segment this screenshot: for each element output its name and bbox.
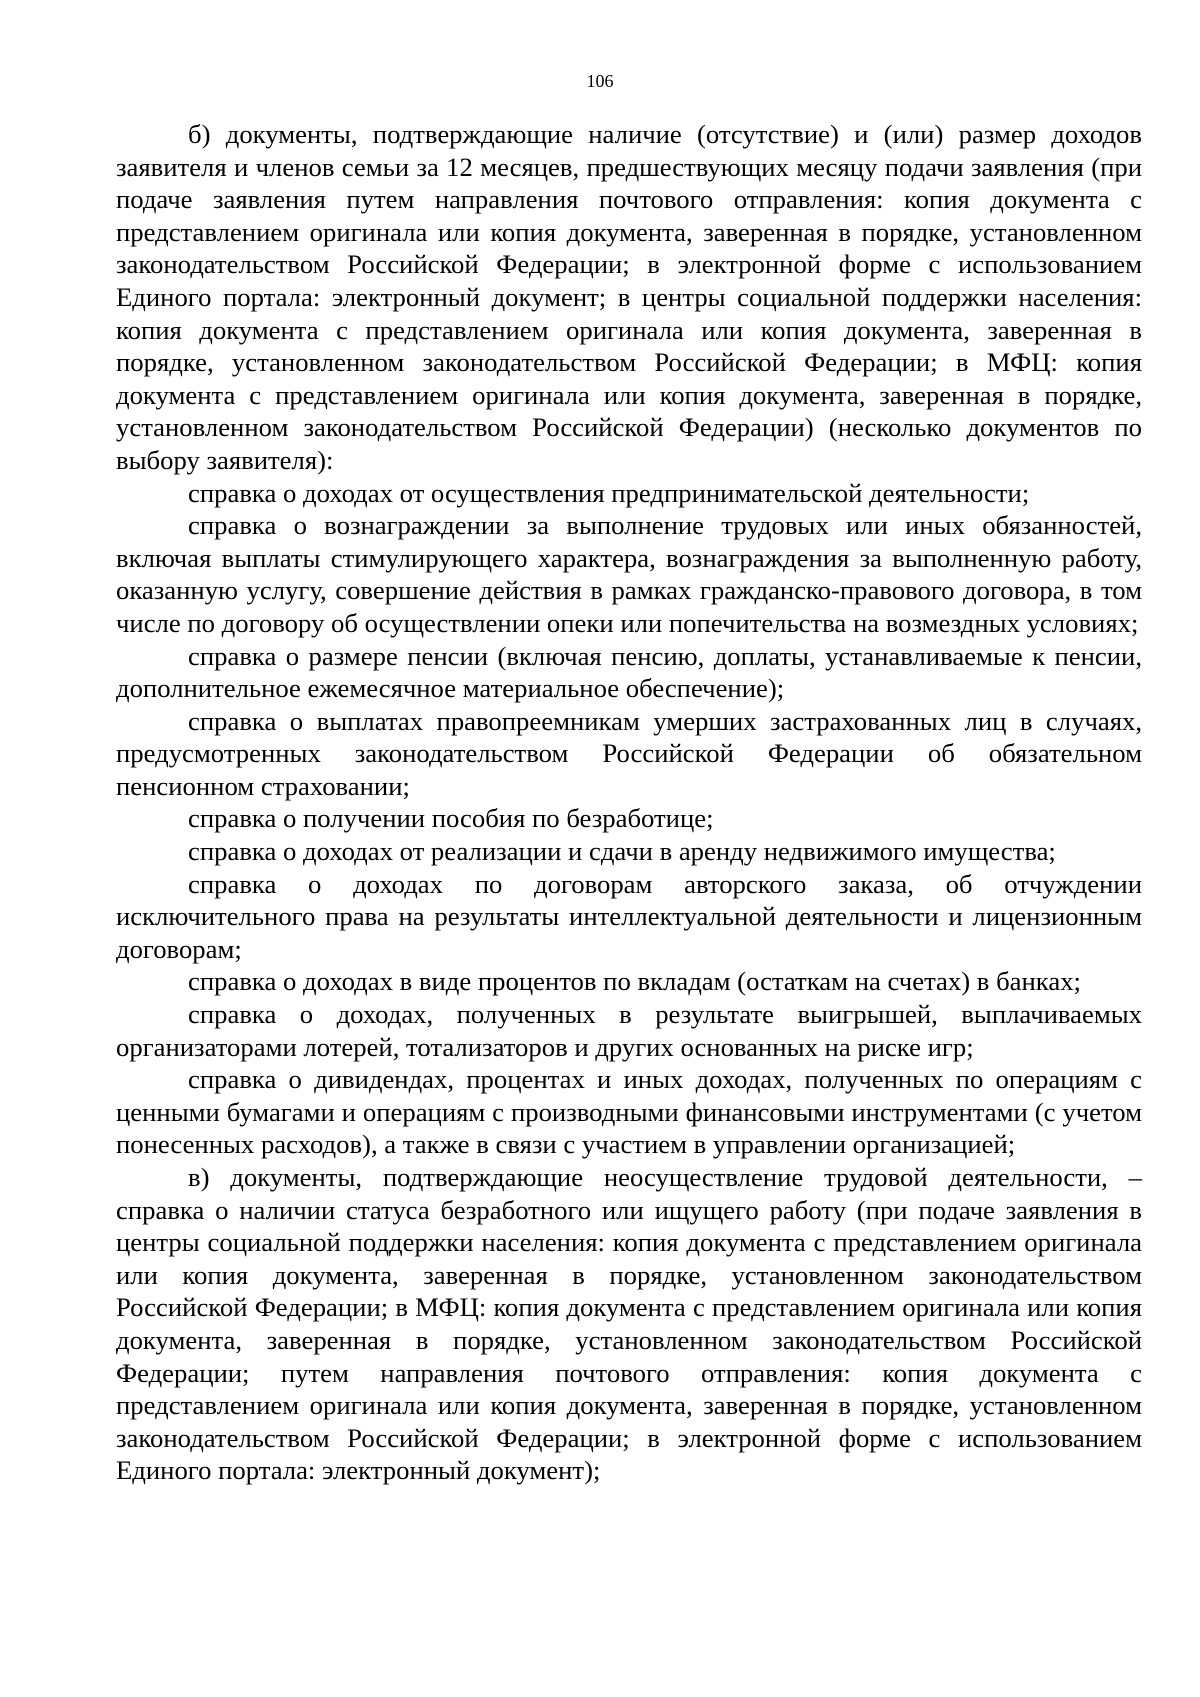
paragraph-income-documents: б) документы, подтверждающие наличие (отсутствие) и (или) размер доходов заявителя и членов семьи за 12 месяцев, предшествующих месяцу подачи заявления (при подаче заявления путем направления почтового отправления: копия документа с представлением оригинала или копия документа, заверенная в порядке, установленном законодательством Российской Федерации; в электронной форме с использованием Единого портала: электронный документ; в центры социальной поддержки населения: копия документа с представлением оригинала или копия документа, заверенная в порядке, установленном законодательством Российской Федерации; в МФЦ: копия документа с представлением оригинала или копия документа, заверенная в порядке, установленном законодательством Российской Федерации) (несколько документов по выбору заявителя): (116, 119, 1142, 475)
document-body (116, 118, 1142, 1487)
paragraph-copyright-income: справка о доходах по договорам авторского заказа, об отчуждении исключительного права на результаты интеллектуальной деятельности и лицензионным договорам; (116, 868, 1142, 964)
paragraph-deposit-interest: справка о доходах в виде процентов по вкладам (остаткам на счетах) в банках; (188, 966, 1081, 997)
paragraph-business-income: справка о доходах от осуществления предпринимательской деятельности; (188, 477, 1030, 508)
page-number: 106 (586, 71, 614, 91)
paragraph-remuneration: справка о вознаграждении за выполнение трудовых или иных обязанностей, включая выплаты стимулирующего характера, вознаграждения за выполненную работу, оказанную услугу, совершение действия в рамках гражданско-правового договора, в том числе по договору об осуществлении опеки или попечительства на возмездных условиях; (116, 510, 1142, 638)
paragraph-real-estate-income: справка о доходах от реализации и сдачи в аренду недвижимого имущества; (188, 836, 1056, 867)
paragraph-winnings: справка о доходах, полученных в результате выигрышей, выплачиваемых организаторами лотерей, тотализаторов и других основанных на риске игр; (116, 999, 1142, 1062)
paragraph-dividends: справка о дивидендах, процентах и иных доходах, полученных по операциям с ценными бумагами и операциям с производными финансовыми инструментами (с учетом понесенных расходов), а также в связи с участием в управлении организацией; (116, 1064, 1142, 1160)
paragraph-pension: справка о размере пенсии (включая пенсию, доплаты, устанавливаемые к пенсии, дополнительное ежемесячное материальное обеспечение); (116, 640, 1142, 704)
paragraph-non-employment: в) документы, подтверждающие неосуществление трудовой деятельности, – справка о наличии статуса безработного или ищущего работу (при подаче заявления в центры социальной поддержки населения: копия документа с представлением оригинала или копия документа, заверенная в порядке, установленном законодательством Российской Федерации; в МФЦ: копия документа с представлением оригинала или копия документа, заверенная в порядке, установленном законодательством Российской Федерации; путем направления почтового отправления: копия документа с представлением оригинала или копия документа, заверенная в порядке, установленном законодательством Российской Федерации; в электронной форме с использованием Единого портала: электронный документ); (116, 1162, 1142, 1486)
paragraph-successor-payments: справка о выплатах правопреемникам умерших застрахованных лиц в случаях, предусмотренных законодательством Российской Федерации об обязательном пенсионном страховании; (116, 705, 1142, 801)
paragraph-unemployment-benefit: справка о получении пособия по безработице; (188, 803, 714, 834)
